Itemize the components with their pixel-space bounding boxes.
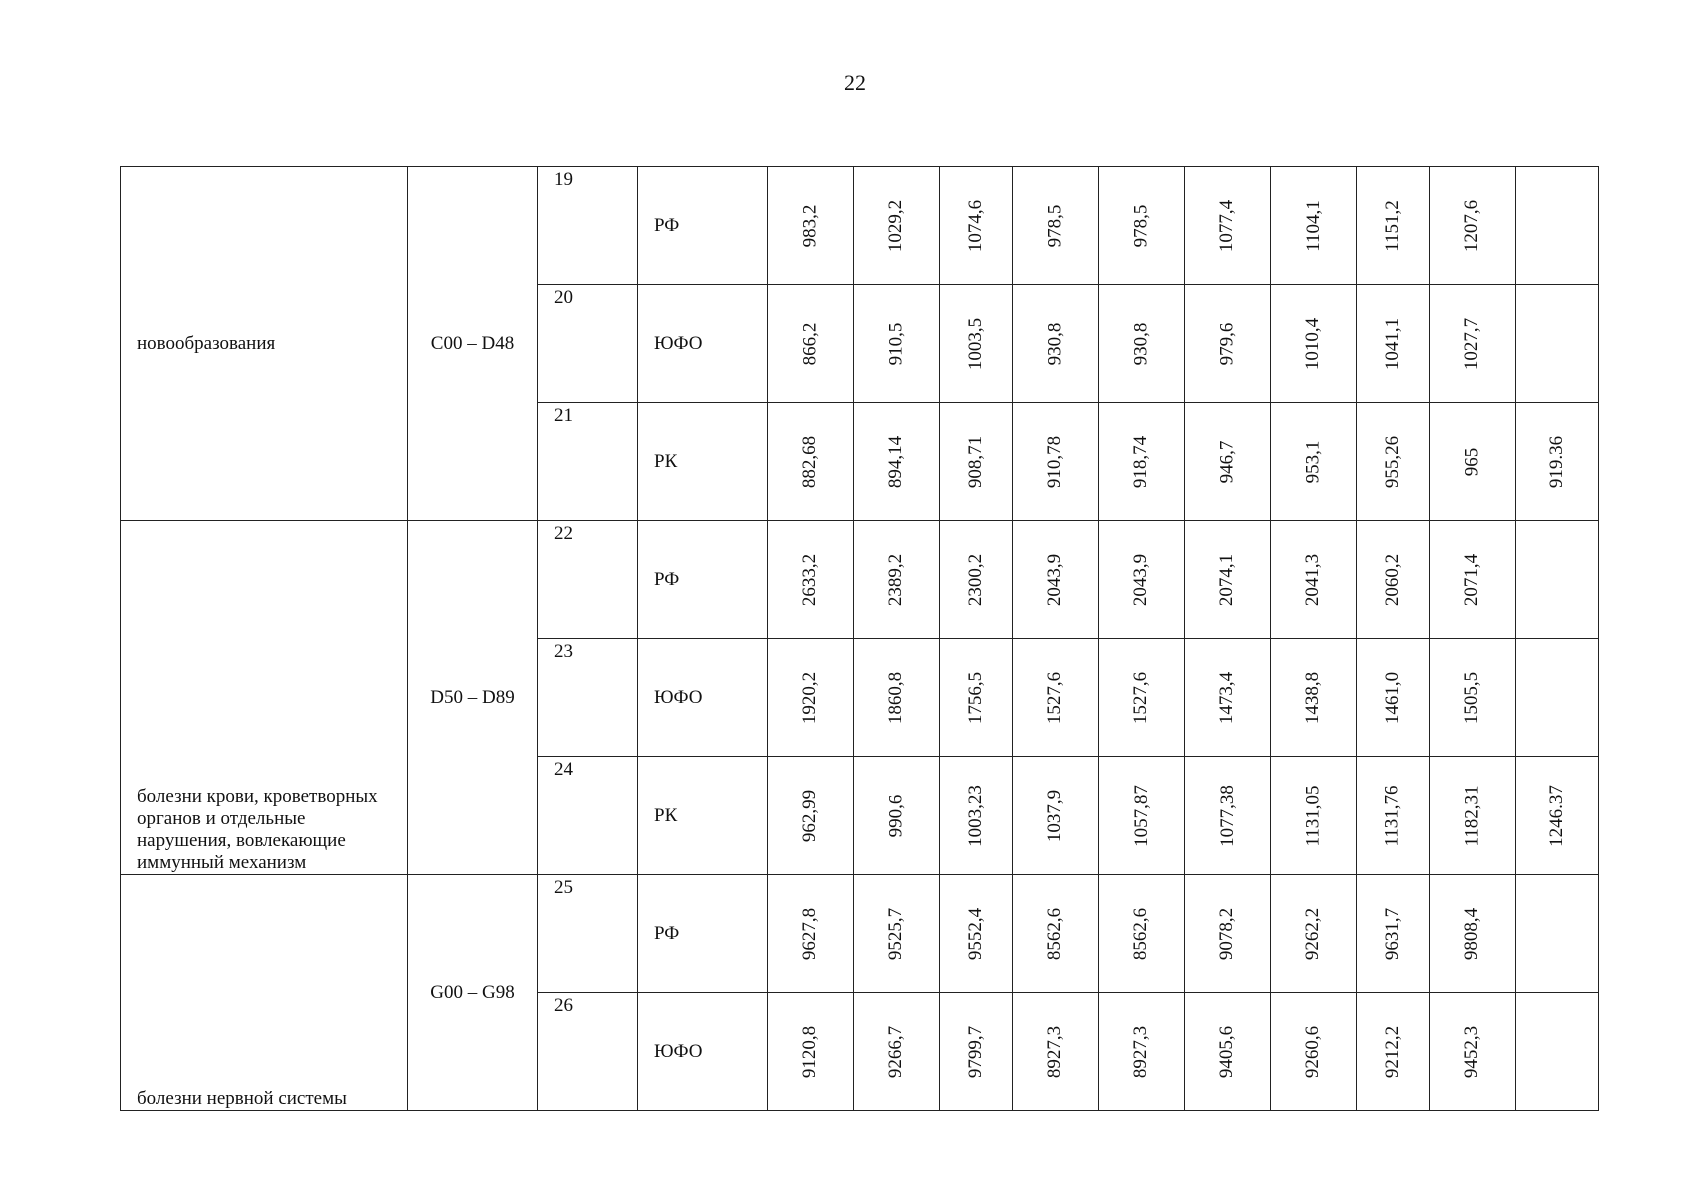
value-text: 8927,3 <box>1130 1025 1152 1078</box>
value-cell <box>1099 757 1185 875</box>
value-text: 1010,4 <box>1302 317 1324 370</box>
value-text: 1077,38 <box>1216 784 1238 847</box>
value-text: 9808,4 <box>1461 907 1483 960</box>
value-text: 8562,6 <box>1130 907 1152 960</box>
value-text: 2041,3 <box>1302 553 1324 606</box>
value-cell <box>1271 521 1357 639</box>
value-cell <box>1357 521 1430 639</box>
value-cell <box>1013 521 1099 639</box>
value-text: 9552,4 <box>965 907 986 960</box>
value-text: 946,7 <box>1216 440 1238 483</box>
value-text: 1527,6 <box>1130 671 1152 724</box>
value-cell <box>1099 521 1185 639</box>
value-cell <box>1271 993 1357 1111</box>
value-text: 1860,8 <box>885 671 907 724</box>
value-cell <box>1430 521 1516 639</box>
value-cell <box>854 875 940 993</box>
icd-code-range: G00 – G98 <box>408 875 538 1111</box>
row-number: 22 <box>538 521 638 639</box>
region-label: РК <box>638 403 768 521</box>
value-text: 1527,6 <box>1044 671 1066 724</box>
value-text: 979,6 <box>1216 322 1238 365</box>
value-cell <box>1516 285 1599 403</box>
value-text: 2071,4 <box>1461 553 1483 606</box>
value-cell <box>768 285 854 403</box>
value-cell <box>1516 993 1599 1111</box>
icd-code-range: D50 – D89 <box>408 521 538 875</box>
value-text: 930,8 <box>1044 322 1066 365</box>
value-cell <box>1357 757 1430 875</box>
value-text: 1207,6 <box>1461 199 1483 252</box>
value-cell <box>1271 757 1357 875</box>
value-cell <box>940 521 1013 639</box>
row-number: 19 <box>538 167 638 285</box>
value-cell <box>1271 403 1357 521</box>
value-cell <box>940 285 1013 403</box>
value-cell <box>854 521 940 639</box>
value-text: 1077,4 <box>1216 199 1238 252</box>
value-text: 962,99 <box>799 789 821 842</box>
value-cell <box>1185 639 1271 757</box>
value-cell <box>1099 167 1185 285</box>
value-text: 910,5 <box>885 322 907 365</box>
value-text: 8927,3 <box>1044 1025 1066 1078</box>
value-text: 1473,4 <box>1216 671 1238 724</box>
value-cell <box>1357 639 1430 757</box>
value-cell <box>1357 993 1430 1111</box>
value-text: 882,68 <box>799 435 821 488</box>
value-cell <box>768 875 854 993</box>
value-cell <box>1185 403 1271 521</box>
value-cell <box>1516 875 1599 993</box>
value-cell <box>1516 403 1599 521</box>
value-cell <box>768 403 854 521</box>
value-cell <box>1430 285 1516 403</box>
value-text: 965 <box>1461 447 1483 476</box>
row-number: 25 <box>538 875 638 993</box>
value-cell <box>1516 167 1599 285</box>
row-number: 20 <box>538 285 638 403</box>
value-cell <box>1013 875 1099 993</box>
value-cell <box>1099 875 1185 993</box>
value-cell <box>1430 403 1516 521</box>
value-cell <box>768 639 854 757</box>
value-cell <box>1271 167 1357 285</box>
value-text: 1003,5 <box>965 317 986 370</box>
region-label: РФ <box>638 167 768 285</box>
page-number: 22 <box>844 70 866 95</box>
value-text: 9799,7 <box>965 1025 986 1078</box>
value-text: 1131,76 <box>1381 784 1403 847</box>
value-text: 955,26 <box>1382 435 1403 488</box>
value-text: 9631,7 <box>1382 907 1403 960</box>
value-cell <box>854 993 940 1111</box>
value-text: 1104,1 <box>1302 199 1324 252</box>
region-label: РК <box>638 757 768 875</box>
value-text: 2043,9 <box>1044 553 1066 606</box>
value-cell <box>940 403 1013 521</box>
table-body <box>121 167 1599 1111</box>
value-text: 953,1 <box>1302 440 1324 483</box>
value-cell <box>1013 757 1099 875</box>
value-cell <box>1013 993 1099 1111</box>
value-cell <box>940 757 1013 875</box>
value-cell <box>1271 285 1357 403</box>
value-cell <box>1099 993 1185 1111</box>
value-cell <box>1357 875 1430 993</box>
value-cell <box>768 167 854 285</box>
disease-group-name: болезни крови, кроветворных органов и отдельные нарушения, вовлекающие иммунный механизм <box>121 521 408 875</box>
value-text: 1041,1 <box>1382 317 1403 370</box>
value-cell <box>1430 993 1516 1111</box>
value-cell <box>1271 639 1357 757</box>
value-text: 1057,87 <box>1130 784 1152 847</box>
value-text: 866,2 <box>799 322 821 365</box>
value-cell <box>1357 167 1430 285</box>
value-cell <box>1013 167 1099 285</box>
value-text: 9266,7 <box>885 1025 907 1078</box>
value-text: 918,74 <box>1130 435 1152 488</box>
value-text: 978,5 <box>1130 204 1152 247</box>
value-cell <box>1430 757 1516 875</box>
value-cell <box>1185 993 1271 1111</box>
value-cell <box>1185 167 1271 285</box>
value-text: 9212,2 <box>1382 1025 1403 1078</box>
value-cell <box>854 403 940 521</box>
value-cell <box>1357 285 1430 403</box>
value-text: 1027,7 <box>1461 317 1483 370</box>
value-text: 894,14 <box>885 435 907 488</box>
value-text: 978,5 <box>1044 204 1066 247</box>
value-text: 1438,8 <box>1302 671 1324 724</box>
value-text: 1074,6 <box>965 199 986 252</box>
value-text: 1920,2 <box>799 671 821 724</box>
value-text: 2389,2 <box>885 553 907 606</box>
value-text: 1131,05 <box>1302 784 1324 847</box>
row-number: 21 <box>538 403 638 521</box>
region-label: ЮФО <box>638 639 768 757</box>
value-cell <box>940 993 1013 1111</box>
region-label: ЮФО <box>638 993 768 1111</box>
value-text: 1505,5 <box>1461 671 1483 724</box>
value-text: 2043,9 <box>1130 553 1152 606</box>
table-row <box>121 521 1599 639</box>
value-text: 908,71 <box>965 435 986 488</box>
value-cell <box>768 521 854 639</box>
value-cell <box>1099 285 1185 403</box>
value-cell <box>940 167 1013 285</box>
value-cell <box>1099 639 1185 757</box>
value-cell <box>854 757 940 875</box>
value-text: 9078,2 <box>1216 907 1238 960</box>
value-cell <box>768 757 854 875</box>
value-text: 2060,2 <box>1382 553 1403 606</box>
value-cell <box>1185 875 1271 993</box>
value-text: 2074,1 <box>1216 553 1238 606</box>
value-text: 1151,2 <box>1381 199 1403 252</box>
value-cell <box>1516 521 1599 639</box>
value-text: 1246.37 <box>1546 784 1567 847</box>
value-cell <box>1099 403 1185 521</box>
region-label: РФ <box>638 875 768 993</box>
value-text: 9120,8 <box>799 1025 821 1078</box>
row-number: 26 <box>538 993 638 1111</box>
value-text: 9260,6 <box>1302 1025 1324 1078</box>
table-row <box>121 875 1599 993</box>
value-cell <box>854 639 940 757</box>
value-text: 990,6 <box>885 794 907 837</box>
icd-code-range: C00 – D48 <box>408 167 538 521</box>
value-cell <box>940 639 1013 757</box>
value-cell <box>854 285 940 403</box>
value-cell <box>1430 639 1516 757</box>
disease-group-name: болезни нервной системы <box>121 875 408 1111</box>
value-text: 9627,8 <box>799 907 821 960</box>
disease-group-name: новообразования <box>121 167 408 521</box>
table-row <box>121 167 1599 285</box>
value-text: 9525,7 <box>885 907 907 960</box>
value-cell <box>1516 639 1599 757</box>
value-cell <box>1185 757 1271 875</box>
value-text: 9452,3 <box>1461 1025 1483 1078</box>
value-cell <box>854 167 940 285</box>
value-text: 9405,6 <box>1216 1025 1238 1078</box>
value-text: 1029,2 <box>885 199 907 252</box>
value-text: 8562,6 <box>1044 907 1066 960</box>
value-cell <box>1185 285 1271 403</box>
row-number: 23 <box>538 639 638 757</box>
value-text: 910,78 <box>1044 435 1066 488</box>
value-text: 2633,2 <box>799 553 821 606</box>
region-label: ЮФО <box>638 285 768 403</box>
value-cell <box>1013 639 1099 757</box>
value-cell <box>1430 167 1516 285</box>
value-text: 930,8 <box>1130 322 1152 365</box>
value-text: 1037,9 <box>1044 789 1066 842</box>
value-text: 1182,31 <box>1461 784 1483 847</box>
value-cell <box>1271 875 1357 993</box>
value-cell <box>940 875 1013 993</box>
value-text: 2300,2 <box>965 553 986 606</box>
row-number: 24 <box>538 757 638 875</box>
value-cell <box>1516 757 1599 875</box>
value-text: 1756,5 <box>965 671 986 724</box>
value-cell <box>1430 875 1516 993</box>
value-cell <box>768 993 854 1111</box>
value-cell <box>1013 403 1099 521</box>
value-cell <box>1185 521 1271 639</box>
value-text: 9262,2 <box>1302 907 1324 960</box>
value-text: 983,2 <box>799 204 821 247</box>
value-text: 919.36 <box>1546 435 1567 488</box>
value-text: 1461,0 <box>1382 671 1403 724</box>
value-text: 1003,23 <box>965 784 986 847</box>
value-cell <box>1357 403 1430 521</box>
value-cell <box>1013 285 1099 403</box>
region-label: РФ <box>638 521 768 639</box>
statistics-table <box>120 166 1599 1111</box>
